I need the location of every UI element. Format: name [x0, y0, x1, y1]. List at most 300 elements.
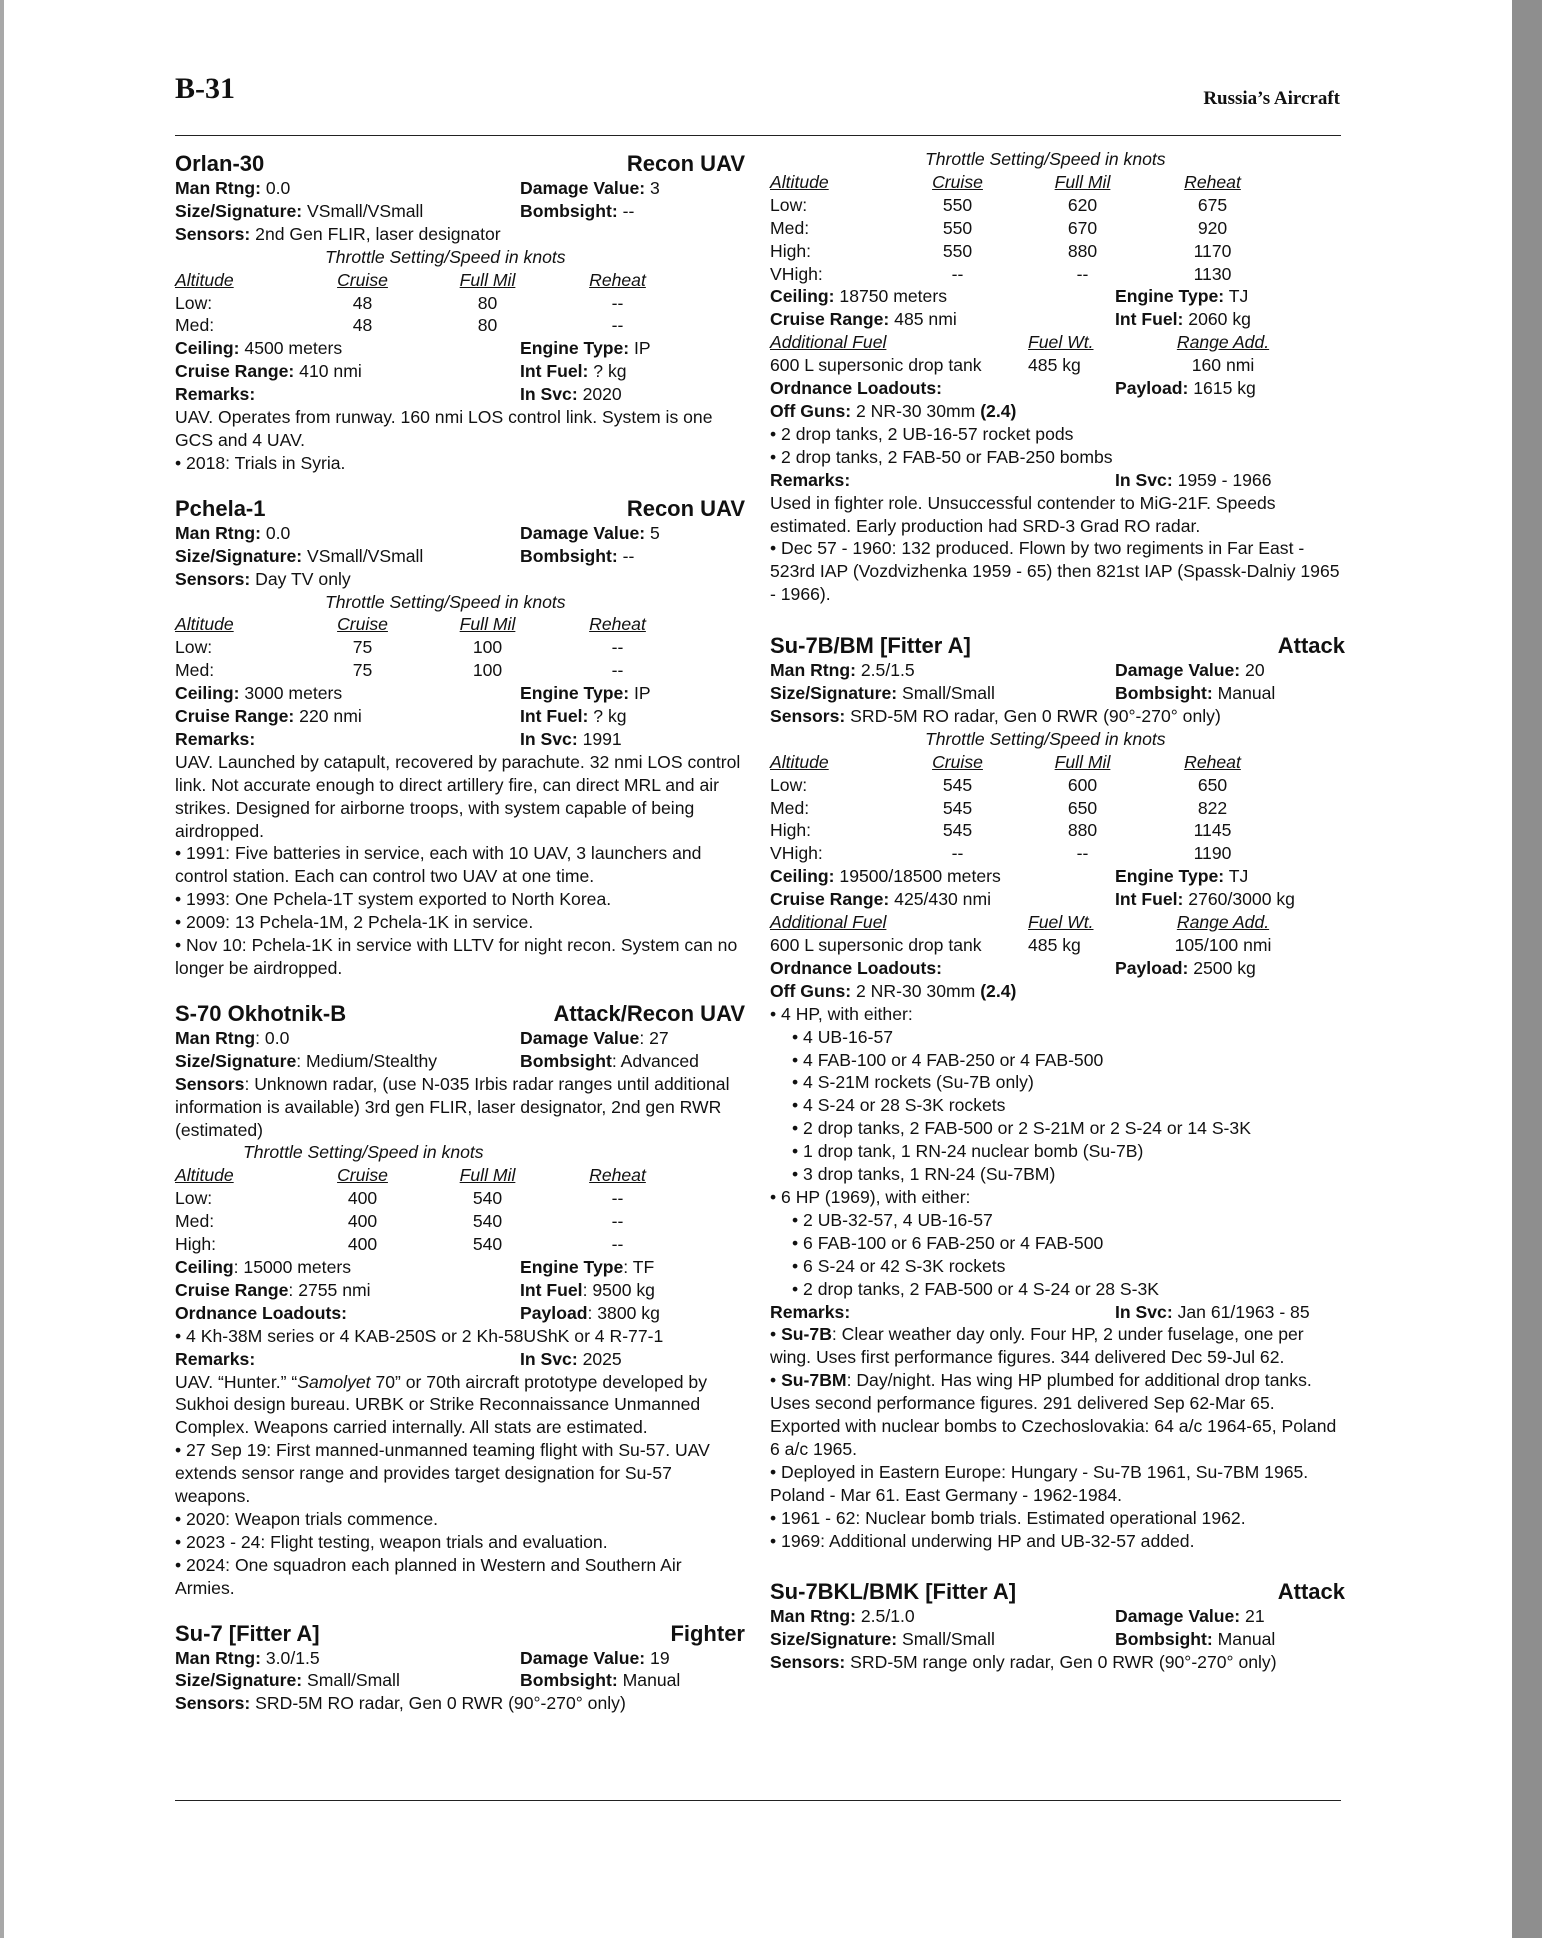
text-span [520, 728, 622, 751]
text-span: Fighter [670, 1620, 745, 1646]
text-span: 2nd Gen FLIR, laser designator [250, 223, 501, 244]
text-span [175, 682, 520, 705]
text-span: Additional Fuel [770, 912, 887, 933]
text-span [770, 865, 1345, 888]
text-span [770, 331, 1028, 354]
text-span: Full Mil [1054, 751, 1111, 772]
text-span [175, 1348, 745, 1371]
text-span: Samolyet [297, 1371, 371, 1392]
text-span [770, 263, 1345, 286]
text-span [1115, 469, 1272, 492]
text-span: 75 [352, 637, 373, 658]
text-span: 1145 [1193, 820, 1232, 841]
text-span: Med: [175, 315, 215, 336]
text-span: 75 [352, 660, 373, 681]
text-span: : 27 [639, 1027, 669, 1048]
text-span: Altitude [175, 1165, 234, 1186]
text-span: Sensors: [175, 1693, 251, 1714]
text-span [520, 522, 660, 545]
text-span: VHigh: [770, 263, 823, 284]
text-span: Full Mil [459, 269, 516, 290]
text-span: Payload: [1115, 957, 1189, 978]
text-span: • 4 FAB-100 or 4 FAB-250 or 4 FAB-500 [792, 1049, 1104, 1070]
entry-s-70-okhotnik-b [175, 1000, 745, 1600]
text-span: Cruise Range: [175, 706, 295, 727]
text-span: Remarks: [175, 1348, 256, 1369]
text-span: Engine Type: [1115, 866, 1225, 887]
text-span: Su-7BKL/BMK [Fitter A] [770, 1579, 1017, 1605]
text-span [1148, 911, 1298, 934]
text-span: -- [611, 1188, 624, 1209]
text-span: • 4 UB-16-57 [792, 1026, 894, 1047]
text-span [770, 308, 1345, 331]
text-span: 545 [942, 820, 973, 841]
text-span [770, 705, 1345, 728]
entry-title [770, 632, 1345, 659]
text-span [175, 1279, 520, 1302]
text-span: 550 [942, 194, 973, 215]
text-span: 2 NR-30 30mm [851, 980, 981, 1001]
text-span [770, 659, 1115, 682]
text-span [770, 1628, 1345, 1651]
text-span: SRD-5M RO radar, Gen 0 RWR (90°-270° only) [250, 1693, 626, 1714]
text-span: Su-7BM [781, 1370, 847, 1391]
text-span: 2.5/1.5 [856, 660, 915, 681]
text-span: Low: [770, 774, 808, 795]
text-span: Sensors: [770, 705, 846, 726]
text-span: Ceiling: [175, 338, 240, 359]
text-span: 880 [1067, 240, 1098, 261]
text-span: • 2 UB-32-57, 4 UB-16-57 [792, 1209, 993, 1230]
text-span [770, 469, 1345, 492]
text-span: High: [175, 1234, 217, 1255]
text-span: Full Mil [459, 614, 516, 635]
text-span: 80 [477, 315, 498, 336]
text-span: Recon UAV [626, 151, 745, 176]
entry-title [175, 150, 745, 177]
text-span: 880 [1067, 820, 1098, 841]
text-span: Cruise [337, 269, 388, 290]
text-span: 540 [472, 1234, 503, 1255]
text-span: Damage Value: [520, 178, 646, 198]
text-span: : Unknown radar, (use N-035 Irbis radar ranges until additional information is available) 3rd gen FLIR, laser designator, 2nd gen RWR (estimated) [175, 1073, 730, 1140]
text-span [1028, 331, 1148, 354]
text-span: Damage Value: [1115, 660, 1241, 681]
text-span: 600 L supersonic drop tank [770, 355, 982, 376]
text-span [175, 545, 520, 568]
text-span: Size/Signature: [175, 1670, 303, 1691]
text-span: High: [770, 820, 812, 841]
text-span: Cruise [932, 171, 983, 192]
text-span: • 4 HP, with either: [770, 1003, 913, 1024]
text-span: Remarks: [770, 1301, 851, 1322]
text-span [770, 957, 1345, 980]
book-title: Russia’s Aircraft [1203, 88, 1340, 109]
entry-title [770, 1578, 1345, 1605]
text-span: Man Rtng: [770, 660, 856, 681]
text-span: Med: [770, 217, 810, 238]
text-span [520, 1302, 660, 1325]
text-span: 400 [347, 1211, 378, 1232]
text-span [175, 1302, 520, 1325]
text-span: • 4 Kh-38M series or 4 KAB-250S or 2 Kh-58UShK or 4 R-77-1 [175, 1325, 664, 1346]
entry-title [175, 1000, 745, 1027]
text-span: : 9500 kg [582, 1279, 655, 1300]
text-span: -- [611, 292, 624, 313]
text-span [770, 659, 1345, 682]
text-span: -- [951, 263, 964, 284]
text-span: 545 [942, 774, 973, 795]
entry-title [175, 1620, 745, 1647]
text-span [175, 705, 745, 728]
text-span [770, 1651, 1345, 1674]
text-span: Su-7 [Fitter A] [175, 1620, 320, 1646]
entry-orlan-30 [175, 150, 745, 475]
text-span: Man Rtng: [175, 1647, 261, 1668]
text-span [175, 728, 520, 751]
text-span [1115, 865, 1248, 888]
text-span [1115, 377, 1256, 400]
text-span: Bombsight: [520, 545, 618, 566]
text-span: Off Guns: [770, 400, 852, 421]
text-span: Reheat [589, 269, 646, 290]
text-span: Altitude [175, 269, 234, 290]
text-span [175, 1027, 745, 1050]
text-span: Size/Signature: [175, 545, 303, 566]
text-span: In Svc: [1115, 469, 1173, 490]
text-span: TJ [1224, 866, 1249, 887]
text-span [770, 194, 1345, 217]
text-span [175, 1692, 745, 1715]
text-span: • Nov 10: Pchela-1K in service with LLTV for night recon. System can no longer be airdropped. [175, 935, 738, 978]
text-span [520, 360, 627, 383]
text-span: : Day/night. Has wing HP plumbed for additional drop tanks. Uses second performance figures. 291 delivered Sep 62-Mar 65. Exported with nuclear bombs to Czechoslovakia: 64 a/c 1964-65, Poland 6 a/c 1965. [770, 1370, 1337, 1459]
text-span: 400 [347, 1188, 378, 1209]
text-span: Small/Small [302, 1670, 400, 1691]
text-span: 2.5/1.0 [856, 1606, 915, 1627]
text-span: -- [611, 1234, 624, 1255]
text-span: VSmall/VSmall [302, 200, 424, 221]
text-span: 545 [942, 797, 973, 818]
text-span [1115, 308, 1251, 331]
text-span: Sensors: [770, 1652, 846, 1673]
entry-su-7-continued [770, 148, 1345, 606]
text-span [175, 1050, 520, 1073]
text-span: Damage Value [520, 1027, 640, 1048]
text-span: -- [611, 1211, 624, 1232]
text-span: Low: [175, 637, 213, 658]
text-span [770, 888, 1115, 911]
text-span: 822 [1197, 797, 1228, 818]
text-span: VHigh: [770, 843, 823, 864]
text-span: 20 [1240, 660, 1265, 681]
text-span: • 1991: Five batteries in service, each with 10 UAV, 3 launchers and control station. Each can control two UAV at one time. [175, 843, 702, 887]
text-span: -- [611, 660, 624, 681]
text-span: Range Add. [1176, 332, 1270, 353]
text-span: 400 [347, 1234, 378, 1255]
text-span: • 6 FAB-100 or 6 FAB-250 or 4 FAB-500 [792, 1232, 1104, 1253]
text-span: Man Rtng: [175, 178, 261, 198]
text-span: Size/Signature: [770, 683, 898, 704]
text-span [175, 1302, 745, 1325]
text-span: 485 kg [1028, 935, 1081, 955]
text-span [770, 354, 1345, 377]
text-span: Sensors: [175, 223, 251, 244]
text-span: : 3800 kg [587, 1302, 660, 1323]
text-span: • 1993: One Pchela-1T system exported to North Korea. [175, 889, 612, 910]
text-span: 80 [477, 292, 498, 313]
text-span [175, 1669, 745, 1692]
text-span: • 1961 - 62: Nuclear bomb trials. Estimated operational 1962. [770, 1507, 1246, 1528]
text-span: 650 [1197, 774, 1228, 795]
text-span: Int Fuel: [1115, 309, 1184, 330]
page-number: B-31 [175, 72, 235, 105]
text-span [1028, 911, 1148, 934]
text-span: 3 [645, 178, 660, 198]
text-span: Size/Signature: [770, 1629, 898, 1650]
text-span: 620 [1067, 194, 1098, 215]
text-span: Cruise [337, 1165, 388, 1186]
text-span: SRD-5M range only radar, Gen 0 RWR (90°-270° only) [845, 1652, 1277, 1673]
text-span: Used in fighter role. Unsuccessful contender to MiG-21F. Speeds estimated. Early production had SRD-3 Grad RO radar. [770, 492, 1276, 536]
text-span [1115, 1301, 1310, 1324]
text-span: 2500 kg [1188, 957, 1256, 978]
text-span: Size/Signature: [175, 200, 303, 221]
text-span: 1170 [1193, 240, 1232, 261]
text-span: : 0.0 [255, 1027, 290, 1048]
text-span: Damage Value: [520, 1647, 646, 1668]
text-span [770, 980, 1345, 1003]
text-span: Man Rtng [175, 1027, 256, 1048]
text-span: Small/Small [897, 1629, 995, 1650]
text-span: Int Fuel [520, 1279, 583, 1300]
text-span: : Medium/Stealthy [296, 1050, 438, 1071]
text-span [175, 522, 520, 545]
text-span: 19 [645, 1647, 670, 1668]
text-span: -- [611, 637, 624, 658]
text-span: 540 [472, 1188, 503, 1209]
text-span: Su-7B/BM [Fitter A] [770, 633, 971, 659]
text-span: -- [611, 315, 624, 336]
text-span [520, 1348, 622, 1371]
text-span [770, 400, 1345, 423]
text-span: Damage Value: [520, 522, 646, 543]
entry-su-7bkl-bmk [770, 1578, 1345, 1674]
text-span: IP [629, 683, 651, 704]
text-span: • Su-7B: Clear weather day only. Four HP, 2 under fuselage, one per wing. Uses first performance figures. 344 delivered Dec 59-Jul 62. [770, 1324, 1304, 1368]
text-span: Ordnance Loadouts: [175, 1302, 348, 1323]
text-span [770, 774, 1345, 797]
text-span: 600 L supersonic drop tank [770, 935, 982, 955]
text-span: 100 [472, 660, 503, 681]
text-span: -- [617, 545, 635, 566]
text-span [175, 1073, 745, 1142]
text-span: Bombsight: [1115, 1629, 1213, 1650]
text-span: IP [629, 338, 651, 359]
text-span [770, 865, 1115, 888]
text-span: Int Fuel: [520, 361, 589, 382]
left-column [175, 148, 745, 1735]
text-span: Cruise Range: [770, 889, 890, 910]
text-span: 2 NR-30 30mm [851, 400, 981, 421]
text-span: TJ [1224, 286, 1249, 307]
text-span [175, 522, 745, 545]
text-span: Throttle Setting/Speed in knots [325, 591, 566, 612]
bottom-rule [175, 1800, 1341, 1801]
text-span [175, 1256, 745, 1279]
text-span: 2060 kg [1183, 309, 1251, 330]
text-span [175, 1050, 745, 1073]
text-span [520, 1279, 655, 1302]
text-span [1115, 957, 1256, 980]
text-span [770, 240, 1345, 263]
text-span: 0.0 [261, 178, 291, 198]
text-span: S-70 Okhotnik-B [175, 1000, 347, 1026]
text-span: • 2 drop tanks, 2 FAB-500 or 4 S-24 or 28 S-3K [792, 1278, 1160, 1299]
text-span: • 3 drop tanks, 1 RN-24 (Su-7BM) [792, 1164, 1056, 1185]
text-span [175, 1187, 745, 1210]
text-span: 425/430 nmi [889, 889, 992, 910]
text-span: • Dec 57 - 1960: 132 produced. Flown by two regiments in Far East - 523rd IAP (Vozdvizhenka 1959 - 65) then 821st IAP (Spassk-Dalniy 1965 - 1966). [770, 538, 1340, 605]
text-span: Throttle Setting/Speed in knots [925, 728, 1166, 749]
text-span: Reheat [589, 1165, 646, 1186]
text-span: • 4 S-24 or 28 S-3K rockets [792, 1095, 1006, 1116]
text-span: 600 [1067, 774, 1098, 795]
text-span: -- [951, 843, 964, 864]
text-span: 1959 - 1966 [1172, 469, 1272, 490]
text-span: 48 [352, 315, 373, 336]
text-span [770, 911, 1028, 934]
text-span: Bombsight: [520, 200, 618, 221]
text-span: Med: [175, 1211, 215, 1232]
text-span: (2.4) [980, 400, 1017, 421]
entry-pchela-1 [175, 495, 745, 980]
text-span: 1615 kg [1188, 378, 1256, 399]
text-span: -- [617, 200, 635, 221]
text-span: Altitude [770, 171, 829, 192]
text-span [770, 171, 1345, 194]
text-span [175, 705, 520, 728]
text-span: Cruise Range: [175, 361, 295, 382]
remarks-bullet: • 2018: Trials in Syria. [175, 452, 346, 473]
text-span: Engine Type: [1115, 286, 1225, 307]
text-span [770, 377, 1115, 400]
text-span [770, 469, 1115, 492]
text-span [1148, 331, 1298, 354]
text-span [175, 1210, 745, 1233]
text-span: • Deployed in Eastern Europe: Hungary - Su-7B 1961, Su-7BM 1965. Poland - Mar 61. East Germany - 1962-1984. [770, 1461, 1309, 1505]
text-span [520, 383, 622, 406]
text-span [770, 331, 1345, 354]
text-span [175, 1233, 745, 1256]
text-span: 1190 [1193, 843, 1232, 864]
entry-title [175, 495, 745, 522]
text-span: : TF [623, 1256, 655, 1277]
text-span: • 6 HP (1969), with either: [770, 1186, 971, 1207]
text-span: Cruise Range [175, 1279, 289, 1300]
text-span: Ceiling: [770, 866, 835, 887]
text-span [770, 285, 1115, 308]
right-column [770, 148, 1345, 1694]
text-span: Int Fuel: [520, 706, 589, 727]
text-span: • 1969: Additional underwing HP and UB-32-57 added. [770, 1530, 1195, 1551]
text-span: -- [1076, 843, 1089, 864]
text-span [175, 337, 520, 360]
text-span [175, 200, 745, 223]
text-span: 2020 [577, 384, 622, 405]
text-span: 920 [1197, 217, 1228, 238]
text-span [175, 337, 745, 360]
text-span: • 2 drop tanks, 2 FAB-50 or FAB-250 bombs [770, 446, 1113, 467]
text-span: UAV. Launched by catapult, recovered by parachute. 32 nmi LOS control link. Not accurate enough to direct artillery fire, can direct MRL and air strikes. Designed for airborne troops, with system capable of being airdropped. [175, 751, 741, 841]
text-span: Full Mil [459, 1165, 516, 1186]
text-span: 70” or 70th aircraft prototype developed by Sukhoi design bureau. URBK or Strike Reconnaissance Unmanned Complex. Weapons carried internally. All stats are estimated. [175, 1371, 707, 1438]
text-span: Ceiling [175, 1256, 234, 1277]
text-span [175, 659, 745, 682]
text-span [1115, 1628, 1275, 1651]
text-span [770, 751, 1345, 774]
text-span: • 2009: 13 Pchela-1M, 2 Pchela-1K in service. [175, 912, 534, 933]
text-span [770, 682, 1345, 705]
text-span: Engine Type: [520, 338, 630, 359]
text-span: : Advanced [611, 1050, 699, 1071]
text-span [175, 613, 745, 636]
text-span: Manual [1212, 1629, 1276, 1650]
text-span: Payload: [1115, 378, 1189, 399]
text-span: Remarks: [175, 728, 256, 749]
text-span: Reheat [1184, 751, 1241, 772]
text-span [175, 728, 745, 751]
text-span: Med: [770, 797, 810, 818]
text-span: Full Mil [1054, 171, 1111, 192]
right-margin [1512, 0, 1542, 1938]
text-span: 160 nmi [1191, 355, 1255, 376]
text-span: In Svc: [1115, 1301, 1173, 1322]
entry-su-7b-bm [770, 632, 1345, 1552]
text-span: • 2024: One squadron each planned in Western and Southern Air Armies. [175, 1554, 682, 1598]
text-span [175, 314, 745, 337]
text-span: UAV. “Hunter.” “ [175, 1371, 298, 1392]
text-span [175, 223, 745, 246]
text-span: Bombsight [520, 1050, 612, 1071]
text-span: Cruise [337, 614, 388, 635]
text-span: Fuel Wt. [1028, 912, 1094, 933]
text-span: Sensors [175, 1073, 245, 1094]
text-span: Man Rtng: [770, 1606, 856, 1627]
text-span: Orlan-30 [175, 151, 265, 176]
text-span [520, 705, 627, 728]
text-span: Engine Type: [520, 683, 630, 704]
text-span [770, 957, 1115, 980]
text-span [770, 377, 1345, 400]
text-span [175, 568, 745, 591]
text-span [770, 682, 1115, 705]
text-span: In Svc: [520, 384, 578, 405]
text-span: Ordnance Loadouts: [770, 957, 943, 978]
text-span [175, 1647, 745, 1670]
text-span: 18750 meters [834, 286, 947, 307]
text-span [175, 1647, 520, 1670]
text-span: 48 [352, 292, 373, 313]
text-span [770, 217, 1345, 240]
text-span: Size/Signature [175, 1050, 297, 1071]
text-span: 550 [942, 240, 973, 261]
text-span: Low: [175, 1188, 213, 1209]
text-span [770, 888, 1345, 911]
text-span: 550 [942, 217, 973, 238]
text-span [175, 383, 745, 406]
text-span [770, 1301, 1115, 1324]
